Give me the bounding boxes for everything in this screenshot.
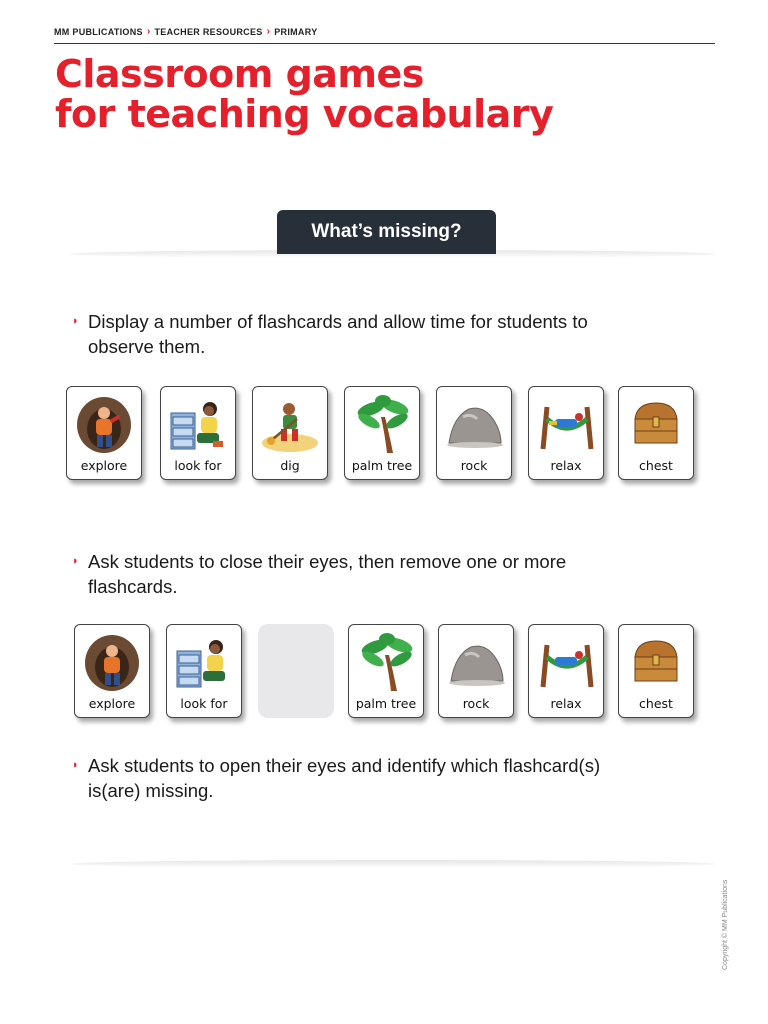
step-1 — [72, 309, 672, 359]
breadcrumb-item-teacher-resources[interactable]: TEACHER RESOURCES — [154, 26, 263, 37]
flashcard-label: palm tree — [355, 696, 417, 711]
copyright-notice: Copyright © MM Publications — [722, 879, 729, 970]
step-text-line: flashcards. — [88, 576, 178, 597]
rock-icon — [443, 393, 505, 455]
treasure-chest-icon — [625, 393, 687, 455]
girl-searching-drawer-icon — [167, 393, 229, 455]
step-text-line: Ask students to open their eyes and identify which flashcard(s) — [88, 755, 601, 776]
explorer-cave-icon — [81, 631, 143, 693]
treasure-chest-icon — [625, 631, 687, 693]
step-text-line: Ask students to close their eyes, then remove one or more — [88, 551, 567, 572]
flashcard-label: look for — [174, 458, 222, 473]
palm-tree-icon — [355, 631, 417, 693]
step-2 — [72, 549, 672, 599]
flashcard-look-for — [160, 386, 236, 480]
flashcard-look-for — [166, 624, 242, 718]
step-text — [88, 753, 600, 803]
breadcrumb-item-publisher[interactable]: MM PUBLICATIONS — [54, 26, 143, 37]
flashcard-label: dig — [280, 458, 300, 473]
flashcard-relax — [528, 624, 604, 718]
flashcard-explore — [74, 624, 150, 718]
hammock-icon — [535, 393, 597, 455]
flashcard-label: explore — [88, 696, 136, 711]
bullet-icon: ◗ — [72, 315, 79, 327]
bullet-icon: ◗ — [72, 555, 79, 567]
flashcard-row-full — [0, 386, 768, 480]
flashcard-missing-slot — [258, 624, 334, 718]
step-text-line: Display a number of flashcards and allow time for students to — [88, 311, 588, 332]
bottom-divider — [70, 860, 715, 868]
flashcard-rock — [438, 624, 514, 718]
boy-digging-icon — [259, 393, 321, 455]
flashcard-explore — [66, 386, 142, 480]
chevron-right-icon: › — [266, 26, 271, 37]
flashcard-label: palm tree — [351, 458, 413, 473]
step-text — [88, 309, 588, 359]
flashcard-label: chest — [639, 696, 673, 711]
flashcard-palm-tree — [348, 624, 424, 718]
flashcard-palm-tree — [344, 386, 420, 480]
girl-searching-drawer-icon — [173, 631, 235, 693]
flashcard-label: relax — [550, 696, 582, 711]
step-3 — [72, 753, 672, 803]
rock-icon — [445, 631, 507, 693]
step-text — [88, 549, 566, 599]
flashcard-row-missing — [0, 624, 768, 718]
flashcard-label: look for — [180, 696, 228, 711]
section-heading-tab: What’s missing? — [277, 210, 496, 254]
step-text-line: observe them. — [88, 336, 206, 357]
page-title — [55, 54, 553, 134]
breadcrumb — [54, 26, 318, 37]
bullet-icon: ◗ — [72, 759, 79, 771]
chevron-right-icon: › — [146, 26, 151, 37]
header-divider — [54, 43, 715, 44]
flashcard-label: explore — [80, 458, 128, 473]
breadcrumb-item-primary[interactable]: PRIMARY — [274, 26, 318, 37]
palm-tree-icon — [351, 393, 413, 455]
flashcard-label: relax — [550, 458, 582, 473]
flashcard-dig — [252, 386, 328, 480]
flashcard-rock — [436, 386, 512, 480]
flashcard-label: rock — [460, 458, 488, 473]
flashcard-label: rock — [462, 696, 490, 711]
page-title-line-2: for teaching vocabulary — [55, 92, 554, 136]
flashcard-chest — [618, 624, 694, 718]
flashcard-chest — [618, 386, 694, 480]
step-text-line: is(are) missing. — [88, 780, 214, 801]
explorer-cave-icon — [73, 393, 135, 455]
flashcard-relax — [528, 386, 604, 480]
hammock-icon — [535, 631, 597, 693]
flashcard-label: chest — [639, 458, 673, 473]
page-title-line-1: Classroom games — [55, 52, 424, 96]
